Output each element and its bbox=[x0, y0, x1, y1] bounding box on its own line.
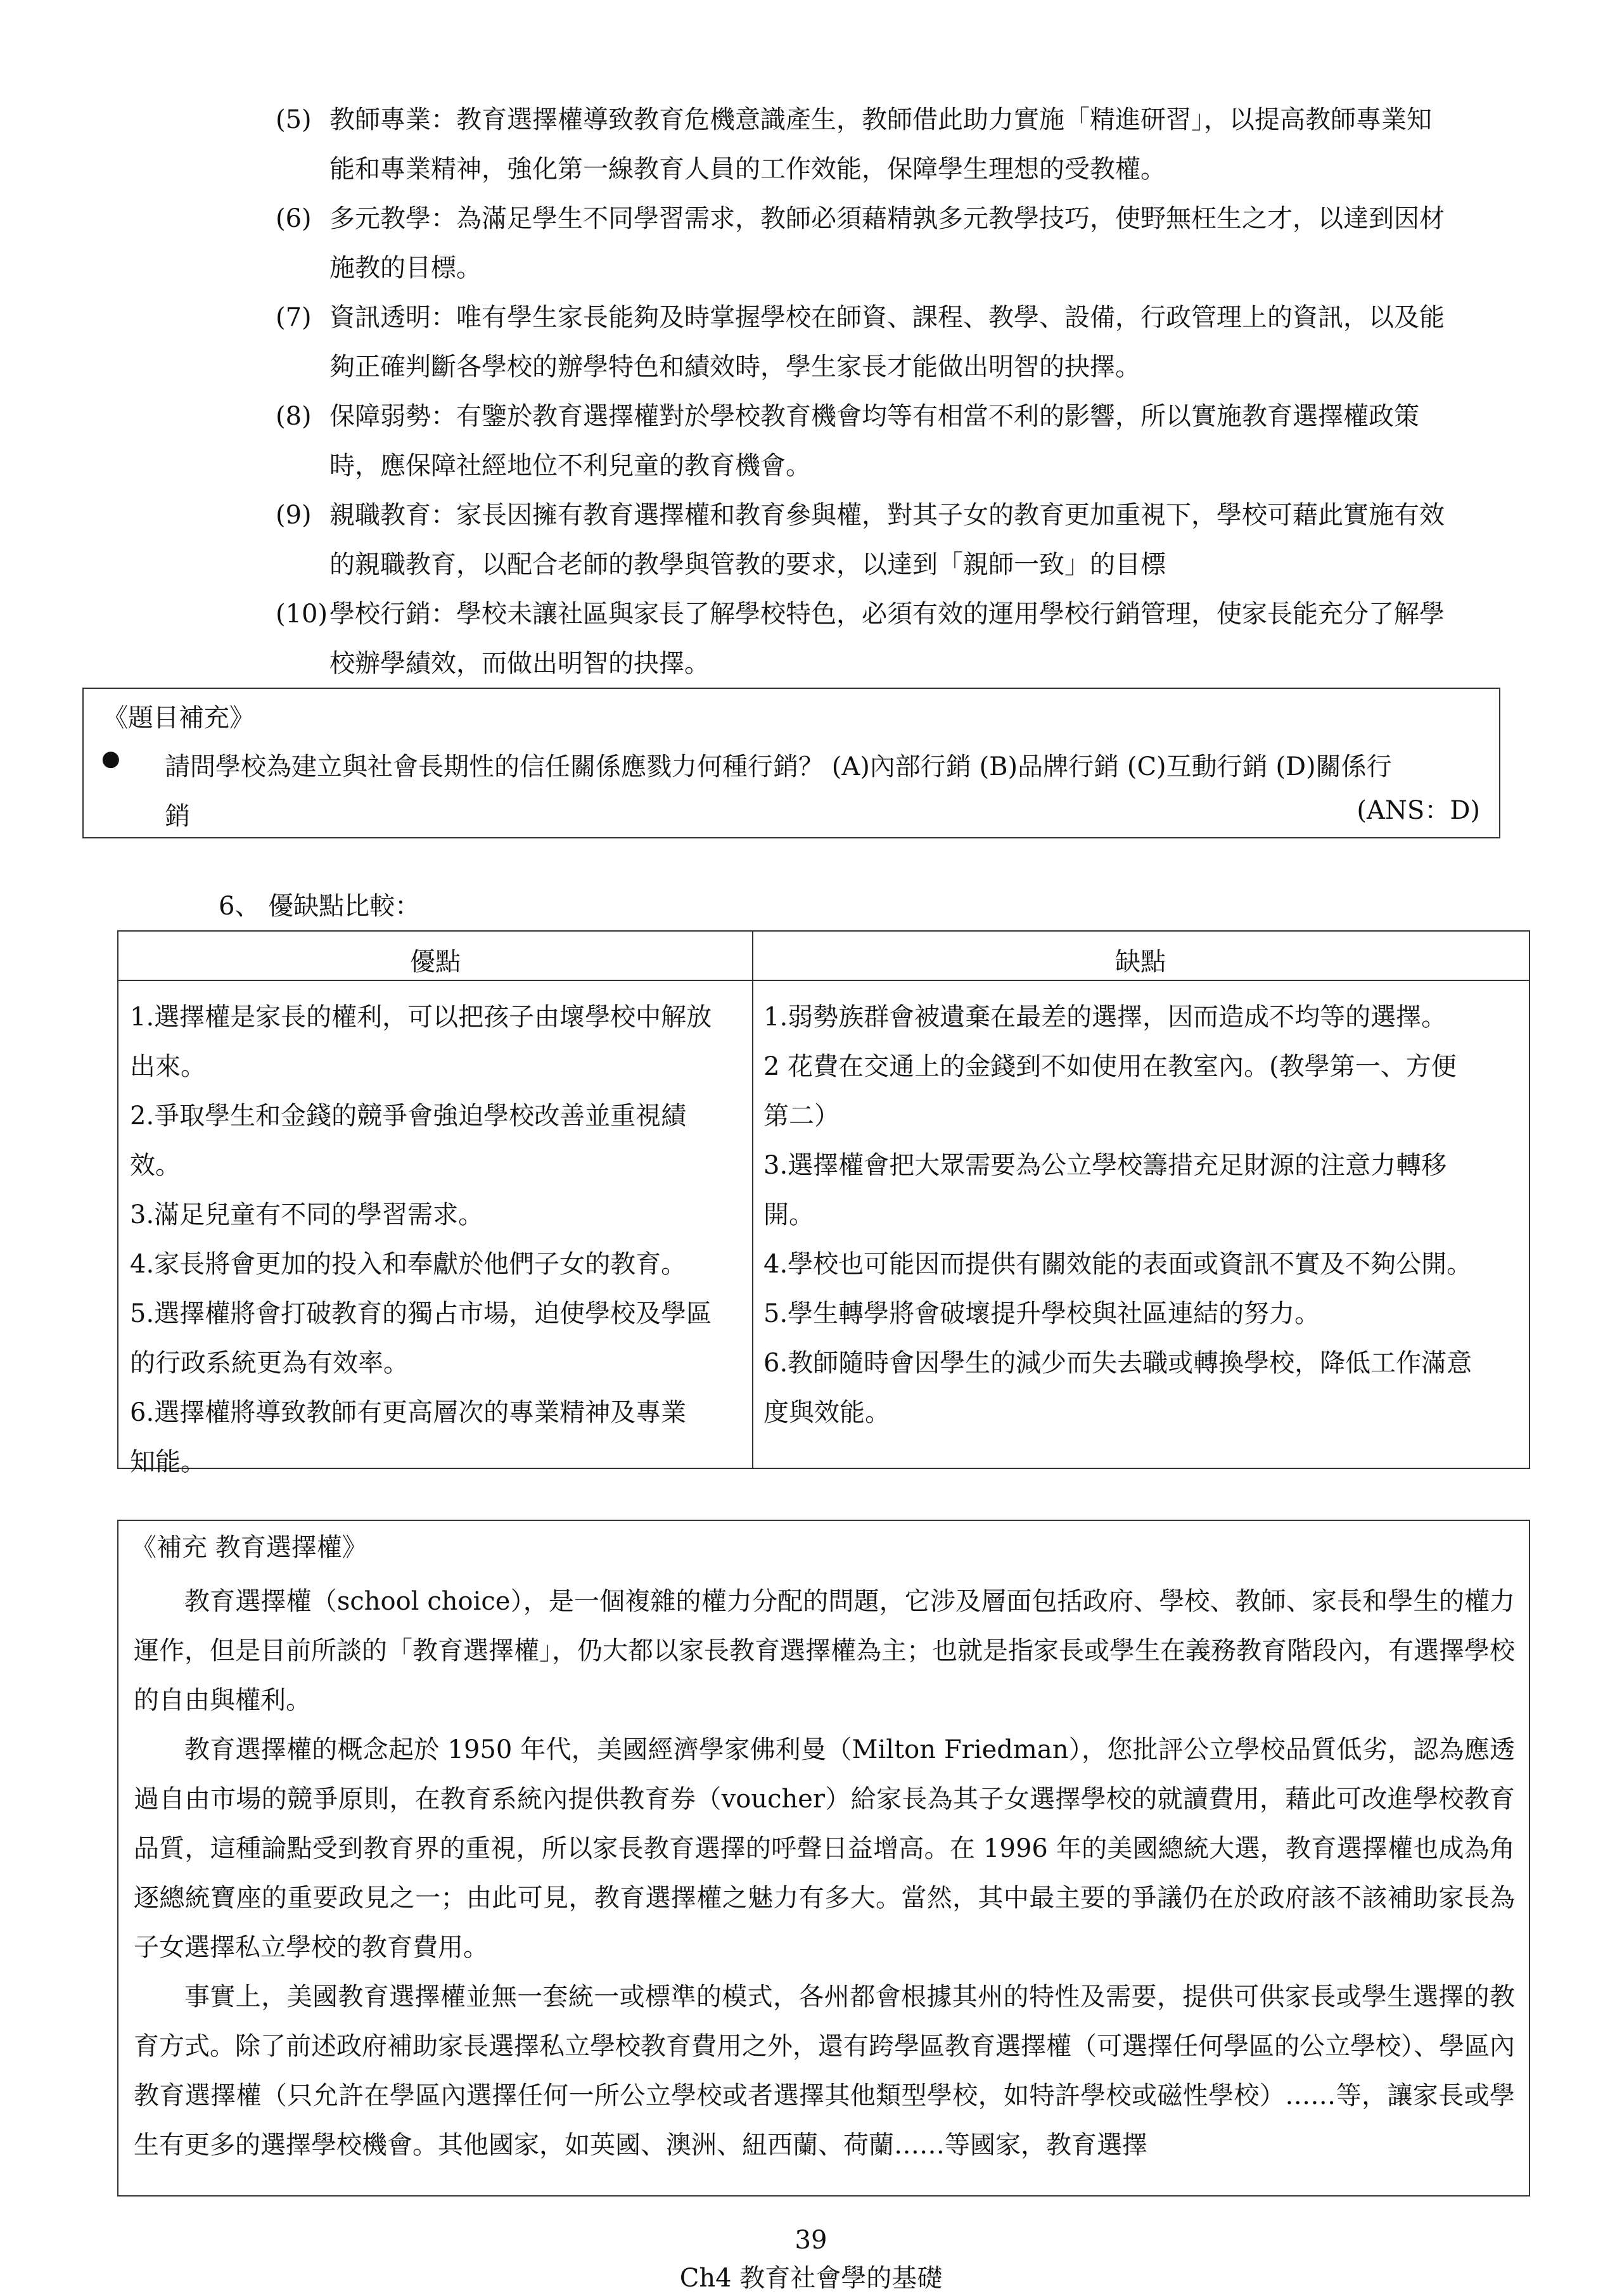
column-header-pros: 優點 bbox=[410, 947, 461, 977]
table-cell-line: 2 花費在交通上的金錢到不如使用在教室內。(教學第一、方便 bbox=[763, 1052, 1457, 1081]
table-cell-line: 3.滿足兒童有不同的學習需求。 bbox=[130, 1200, 484, 1229]
table-cell-line: 2.爭取學生和金錢的競爭會強迫學校改善並重視績 bbox=[130, 1101, 687, 1131]
bullet-icon: ● bbox=[101, 746, 120, 771]
list-text-line: 資訊透明：唯有學生家長能夠及時掌握學校在師資、課程、教學、設備，行政管理上的資訊，以及能 bbox=[329, 303, 1445, 332]
list-item bbox=[276, 293, 1517, 392]
chapter-footer: Ch4 教育社會學的基礎 bbox=[679, 2264, 943, 2293]
numbered-list bbox=[276, 95, 1517, 688]
table-cell-line: 的行政系統更為有效率。 bbox=[130, 1349, 409, 1378]
paragraph: 教育選擇權（school choice），是一個複雜的權力分配的問題，它涉及層面包括政府、學校、教師、家長和學生的權力運作，但是目前所談的「教育選擇權」，仍大都以家長教育選擇權為主；也就是指家長或學生在義務教育階段內，有選擇學校的自由與權利。 bbox=[134, 1587, 1515, 1715]
list-text-line: 能和專業精神，強化第一線教育人員的工作效能，保障學生理想的受教權。 bbox=[329, 155, 1166, 184]
list-text-line: 時，應保障社經地位不利兒童的教育機會。 bbox=[329, 451, 811, 480]
question-text bbox=[165, 742, 1457, 841]
table-cell-line: 4.家長將會更加的投入和奉獻於他們子女的教育。 bbox=[130, 1250, 687, 1279]
list-text-line: 親職教育：家長因擁有教育選擇權和教育參與權，對其子女的教育更加重視下，學校可藉此實施有效 bbox=[329, 501, 1445, 530]
list-number: (10) bbox=[276, 600, 328, 629]
answer-text: (ANS：D) bbox=[1357, 796, 1480, 825]
paragraph: 教育選擇權的概念起於 1950 年代，美國經濟學家佛利曼（Milton Friedman），您批評公立學校品質低劣，認為應透過自由市場的競爭原則，在教育系統內提供教育券（voucher）給家長為其子女選擇學校的就讀費用，藉此可改進學校教育品質，這種論點受到教育界的重視，所以家長教育選擇的呼聲日益增高。在 1996 年的美國總統大選，教育選擇權也成為角逐總統寶座的重要政見之一；由此可見，教育選擇權之魅力有多大。當然，其中最主要的爭議仍在於政府該不該補助家長為子女選擇私立學校的教育費用。 bbox=[134, 1735, 1515, 1962]
comparison-table bbox=[117, 930, 1530, 1477]
question-supplement-box bbox=[82, 688, 1500, 838]
list-text-line: 施教的目標。 bbox=[329, 253, 482, 283]
cons-column bbox=[763, 992, 1524, 1437]
section-heading: 6、 優缺點比較： bbox=[219, 892, 421, 921]
box-title: 《補充 教育選擇權》 bbox=[131, 1533, 367, 1562]
table-cell-line: 出來。 bbox=[130, 1052, 206, 1081]
list-number: (6) bbox=[276, 204, 312, 233]
question-line: 銷 bbox=[165, 802, 190, 831]
table-cell-line: 度與效能。 bbox=[763, 1398, 890, 1427]
table-cell-line: 效。 bbox=[130, 1151, 181, 1180]
question-line: 請問學校為建立與社會長期性的信任關係應戮力何種行銷？ (A)內部行銷 (B)品牌行銷 (C)互動行銷 (D)關係行 bbox=[165, 752, 1392, 781]
table-cell-line: 5.選擇權將會打破教育的獨占市場，迫使學校及學區 bbox=[130, 1299, 712, 1328]
list-text-line: 校辦學績效，而做出明智的抉擇。 bbox=[329, 649, 710, 678]
list-text-line: 的親職教育，以配合老師的教學與管教的要求，以達到「親師一致」的目標 bbox=[329, 550, 1166, 579]
list-item bbox=[276, 491, 1517, 589]
table-cell-line: 4.學校也可能因而提供有關效能的表面或資訊不實及不夠公開。 bbox=[763, 1250, 1472, 1279]
list-text-line: 多元教學：為滿足學生不同學習需求，教師必須藉精孰多元教學技巧，使野無枉生之才，以達到因材 bbox=[329, 204, 1445, 233]
list-number: (5) bbox=[276, 105, 312, 134]
paragraph: 事實上，美國教育選擇權並無一套統一或標準的模式，各州都會根據其州的特性及需要，提供可供家長或學生選擇的教育方式。除了前述政府補助家長選擇私立學校教育費用之外，還有跨學區教育選擇權（可選擇任何學區的公立學校）、學區內教育選擇權（只允許在學區內選擇任何一所公立學校或者選擇其他類型學校，如特許學校或磁性學校）……等，讓家長或學生有更多的選擇學校機會。其他國家，如英國、澳洲、紐西蘭、荷蘭……等國家，教育選擇 bbox=[134, 1982, 1515, 2160]
list-text-line: 教師專業：教育選擇權導致教育危機意識產生，教師借此助力實施「精進研習」，以提高教師專業知 bbox=[329, 105, 1432, 134]
list-number: (7) bbox=[276, 303, 312, 332]
table-cell-line: 6.選擇權將導致教師有更高層次的專業精神及專業 bbox=[130, 1398, 687, 1427]
table-divider bbox=[752, 932, 753, 1468]
school-choice-supplement-box bbox=[117, 1520, 1530, 2197]
table-cell-line: 3.選擇權會把大眾需要為公立學校籌措充足財源的注意力轉移 bbox=[763, 1151, 1447, 1180]
table-cell-line: 5.學生轉學將會破壞提升學校與社區連結的努力。 bbox=[763, 1299, 1320, 1328]
table-cell-line: 6.教師隨時會因學生的減少而失去職或轉換學校，降低工作滿意 bbox=[763, 1349, 1472, 1378]
table-cell-line: 知能。 bbox=[130, 1447, 206, 1477]
list-item bbox=[276, 392, 1517, 491]
page-number: 39 bbox=[795, 2226, 827, 2255]
table-cell-line: 1.選擇權是家長的權利，可以把孩子由壞學校中解放 bbox=[130, 1003, 712, 1032]
list-text-line: 夠正確判斷各學校的辦學特色和績效時，學生家長才能做出明智的抉擇。 bbox=[329, 352, 1140, 382]
supplement-body bbox=[134, 1577, 1515, 2170]
pros-column bbox=[130, 992, 748, 1487]
list-number: (8) bbox=[276, 402, 312, 431]
column-header-cons: 缺點 bbox=[1115, 947, 1166, 977]
table-cell-line: 第二） bbox=[763, 1101, 840, 1131]
list-text-line: 保障弱勢：有鑒於教育選擇權對於學校教育機會均等有相當不利的影響，所以實施教育選擇權政策 bbox=[329, 402, 1419, 431]
list-text-line: 學校行銷：學校未讓社區與家長了解學校特色，必須有效的運用學校行銷管理，使家長能充分了解學 bbox=[329, 600, 1445, 629]
list-item bbox=[276, 194, 1517, 293]
list-number: (9) bbox=[276, 501, 312, 530]
box-title: 《題目補充》 bbox=[103, 703, 255, 733]
table-cell-line: 開。 bbox=[763, 1200, 814, 1229]
table-divider bbox=[118, 980, 1529, 981]
list-item bbox=[276, 589, 1517, 688]
table-cell-line: 1.弱勢族群會被遺棄在最差的選擇，因而造成不均等的選擇。 bbox=[763, 1003, 1447, 1032]
list-item bbox=[276, 95, 1517, 194]
